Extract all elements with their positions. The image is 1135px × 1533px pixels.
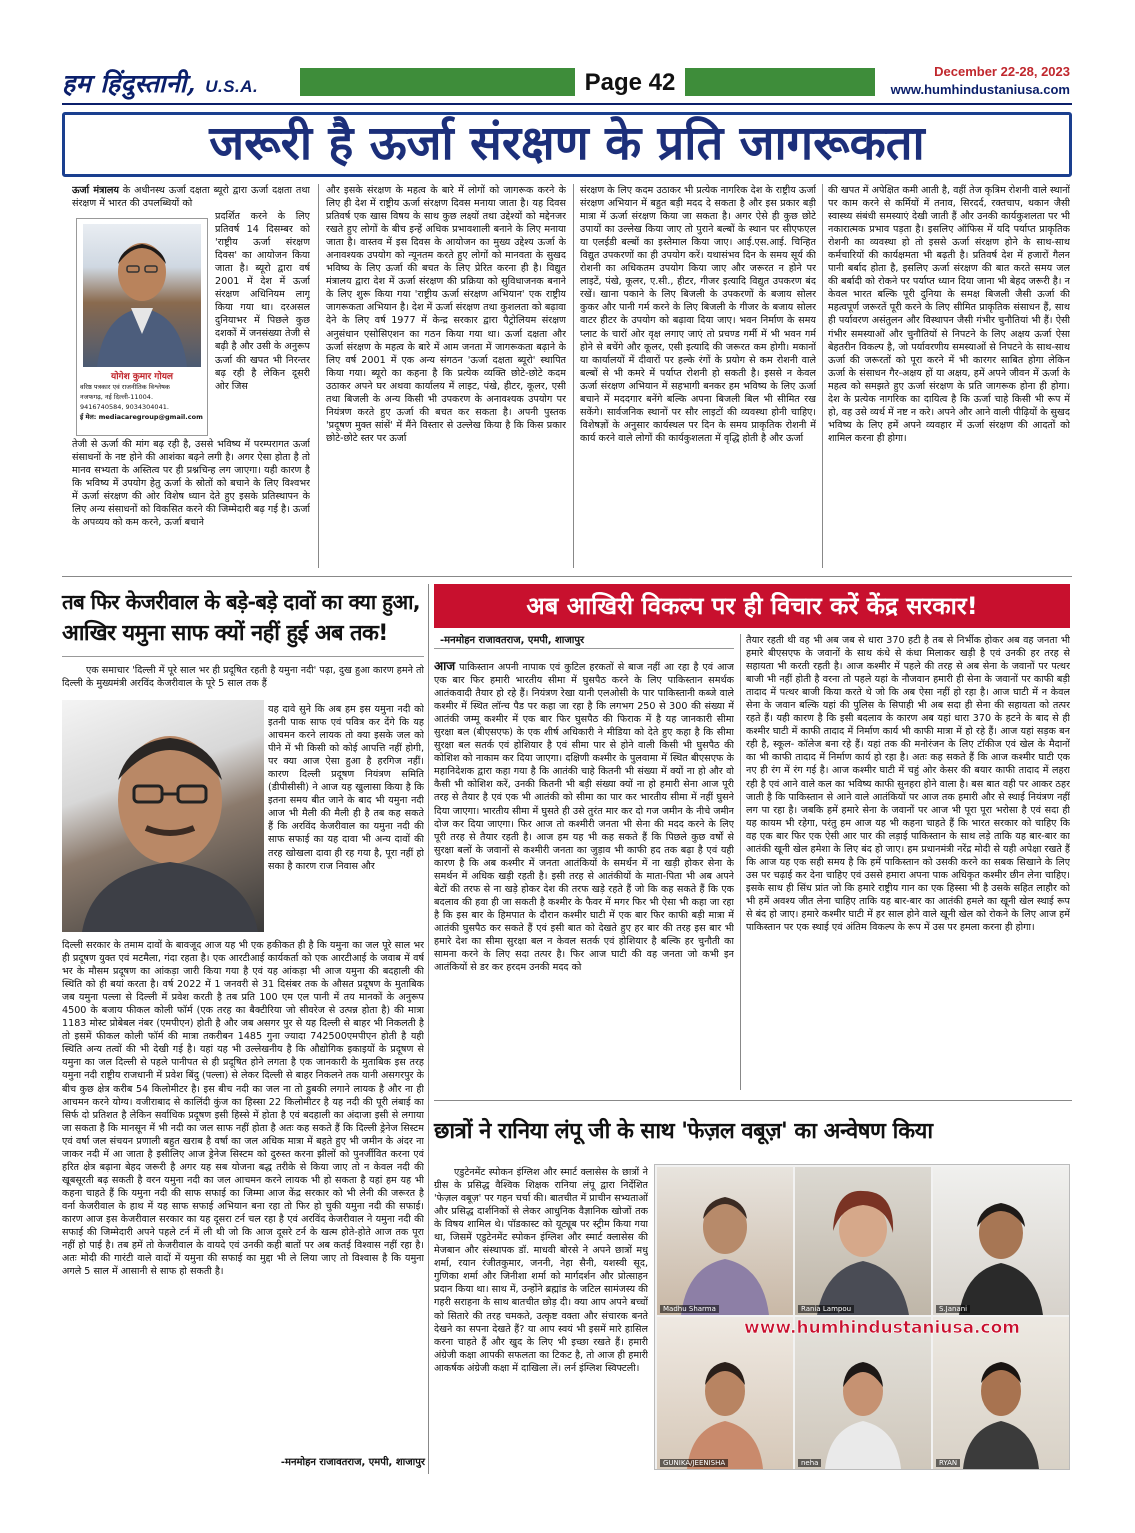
participant-label: Madhu Sharma	[660, 1305, 719, 1313]
author-email[interactable]: ई मेल: mediacaregroup@gmail.com	[80, 413, 203, 421]
author-address: नजफगढ़, नई दिल्ली-11004.	[80, 393, 154, 401]
column-divider	[573, 184, 574, 568]
section-rule	[434, 1100, 1072, 1101]
video-tile	[795, 1317, 931, 1469]
masthead	[62, 66, 258, 100]
masthead-title: हम हिंदुस्तानी,	[62, 69, 196, 98]
main-col2: और इसके संरक्षण के महत्व के बारे में लोगों को जागरूक करने के लिए ही देश में राष्ट्रीय ऊर्जा संरक्षण दिवस मनाया जाता है। यह दिवस प्रतिवर्ष एक खास विषय के साथ कुछ लक्ष्यों तथा उद्देश्यों को मद्देनजर रखते हुए लोगों के बीच इन्हें अधिक प्रभावशाली बनाने के लिए मनाया जाता है। वास्तव में इस दिवस के आयोजन का मुख्य उद्देश्य ऊर्जा के अनावश्यक उपयोग को न्यूनतम करते हुए लोगों को मानवता के सुखद भविष्य के लिए ऊर्जा की बचत के लिए प्रेरित करना ही है। विद्युत मंत्रालय द्वारा देश में ऊर्जा संरक्षण की प्रक्रिया को सुविधाजनक बनाने के लिए शुरू किया गया 'राष्ट्रीय ऊर्जा संरक्षण अभियान' एक राष्ट्रीय जागरूकता अभियान है। देश में ऊर्जा संरक्षण तथा कुशलता को बढ़ावा देने के लिए वर्ष 1977 में केन्द्र सरकार द्वारा पैट्रोलियम संरक्षण अनुसंधान एसोसिएशन का गठन किया गया था। ऊर्जा दक्षता और ऊर्जा संरक्षण के महत्व के बारे में आम जनता में जागरूकता बढ़ाने के लिए वर्ष 2001 में एक अन्य संगठन 'ऊर्जा दक्षता ब्यूरो' स्थापित किया गया। ब्यूरो का कहना है कि प्रत्येक व्यक्ति छोटे-छोटे कदम उठाकर अपने घर अथवा कार्यालय में लाइट, पंखे, हीटर, कूलर, एसी तथा बिजली के अन्य किसी भी उपकरण के अनावश्यक उपयोग पर नियंत्रण करते हुए ऊर्जा की बचत कर सकता है। अपनी पुस्तक 'प्रदूषण मुक्त सांसें' में मैंने विस्तार से उल्लेख किया है कि किस प्रकार छोटे-छोटे स्तर पर ऊर्जा	[326, 185, 566, 444]
kejriwal-headline-line2: आखिर यमुना साफ क्यों नहीं हुई अब तक!	[62, 621, 388, 646]
students-headline: छात्रों ने रानिया लंपू जी के साथ 'फेज़ल वबूज़' का अन्वेषण किया	[434, 1119, 933, 1144]
video-tile	[795, 1167, 931, 1315]
participant-silhouette-icon	[657, 1317, 793, 1469]
section-rule	[62, 576, 1072, 577]
kejriwal-headline	[62, 586, 422, 650]
participant-label: RYAN	[936, 1459, 960, 1467]
kejriwal-body: दिल्ली सरकार के तमाम दावों के बावजूद आज यह भी एक हकीकत ही है कि यमुना का जल पूरे साल भर ही प्रदूषण युक्त एवं मटमैला, गंदा रहता है। एक आरटीआई कार्यकर्ता को एक आरटीआई के जवाब में वर्ष भर के मौसम प्रदूषण का आंकड़ा जारी किया गया है एवं यह आंकड़ा भी आज यमुना की बदहाली की स्थिति को ही बयां करता है। वर्ष 2022 में 1 जनवरी से 31 दिसंबर तक के औसत प्रदूषण के मुताबिक जब यमुना पल्ला से दिल्ली में प्रवेश करती है तब प्रति 100 एम एल पानी में तय मानकों के अनुरूप 4500 के बजाय फीकल कोली फॉर्म (एक तरह का बैक्टीरिया जो सीवरेज से उत्पन्न होता है) की मात्रा 1183 मोस्ट प्रोबेबल नंबर (एमपीएन) होती है और जब असगर पुर से यह दिल्ली से बाहर भी निकलती है तो इसमें फीकल कोली फॉर्म की मात्रा तकरीबन 1485 गुना ज्यादा 742500एमपीएन होती है यही स्थिति अन्य तत्वों की भी देखी गई है। यहां यह भी उल्लेखनीय है कि औद्योगिक इकाइयों के प्रदूषण से यमुना का जल दिल्ली से पहले पानीपत से ही प्रदूषित होने लगता है एक जानकारी के मुताबिक इस तरह यमुना नदी राष्ट्रीय राजधानी में प्रवेश बिंदु (पल्ला) से लेकर दिल्ली से बाहर निकलने तक यानी असगरपुर के बीच कुछ क्षेत्र करीब 54 किलोमीटर है। इस बीच नदी का जल ना तो डुबकी लगाने लायक है और ना ही आचमन करने योग्य। वजीराबाद से कालिंदी कुंज का हिस्सा 22 किलोमीटर है यह नदी की पूरी लंबाई का सिर्फ दो प्रतिशत है लेकिन सर्वाधिक प्रदूषण इसी हिस्से में होता है एवं बदहाली का अंदाजा इसी से लगाया जा सकता है कि मानसून में भी नदी का जल साफ नहीं होता है अतः कह सकते हैं कि दिल्ली ड्रेनेज सिस्टम एवं वर्षा जल संचयन प्रणाली बहुत खराब है वर्षा का जल अधिक मात्रा में बहते हुए भी जमीन के अंदर ना जाकर नदी में आ जाता है इसीलिए आज ड्रेनेज सिस्टम को दुरुस्त करना झीलों को पुनर्जीवित करना एवं हरित क्षेत्र बढ़ाना बेहद जरूरी है अगर यह सब योजना बद्ध तरीके से किया जाए तो न केवल नदी की खूबसूरती बढ़ सकती है वरन यमुना नदी का जल आचमन करने लायक भी हो सकता है यहां हम यह भी कहना चाहते हैं कि यमुना नदी की साफ सफाई का जिम्मा आज केंद्र सरकार को भी लेनी की जरूरत है वर्ना केजरीवाल के हाथ में यह साफ सफाई अभियान बना रहा तो फिर हो चुकी यमुना नदी की सफाई। कारण आज इस केजरीवाल सरकार का यह दूसरा टर्न चल रहा है एवं अरविंद केजरीवाल ने यमुना नदी की सफाई की जिम्मेदारी अपने पहले टर्न में ली थी जो कि आज दूसरे टर्न के खत्म होते-होते आज तक पूरा नहीं हो पाई है। तब हमें तो केजरीवाल के वायदे एवं उनकी कही बातों पर अब कतई विश्वास नहीं रहा है। अतः मोदी की गारंटी वाले वादों में यमुना की सफाई का मुद्दा भी ले लिया जाए तो विश्वास है कि यमुना अगले 5 साल में आसानी से साफ हो सकती है।	[62, 940, 424, 1278]
page-number: Page 42	[575, 66, 685, 100]
kejriwal-rule	[62, 656, 424, 657]
participant-silhouette-icon	[933, 1317, 1069, 1469]
participant-silhouette-icon	[657, 1167, 793, 1315]
main-col4: की खपत में अपेक्षित कमी आती है, वहीं तेज कृत्रिम रोशनी वाले स्थानों पर काम करने से कर्मियों में तनाव, सिरदर्द, रक्तचाप, थकान जैसी स्वास्थ्य संबंधी समस्याएं देखी जाती हैं और उनकी कार्यकुशलता पर भी नकारात्मक प्रभाव पड़ता है। इसलिए ऑफिस में यदि पर्याप्त प्राकृतिक रोशनी का व्यवस्था हो तो इससे ऊर्जा संरक्षण होने के साथ-साथ कर्मचारियों की कार्यक्षमता भी बढ़ती है। प्रतिवर्ष देश में हजारों गैलन पानी बर्बाद होता है, इसलिए ऊर्जा संरक्षण की बात करते समय जल की बर्बादी को रोकने पर पर्याप्त ध्यान दिया जाना भी बेहद जरूरी है। न केवल भारत बल्कि पूरी दुनिया के समक्ष बिजली जैसी ऊर्जा की महत्वपूर्ण जरूरतें पूरी करने के लिए सीमित प्राकृतिक संसाधन हैं, साथ ही पर्यावरण असंतुलन और विस्थापन जैसी गंभीर चुनौतियां भी हैं। ऐसी गंभीर समस्याओं और चुनौतियों से निपटने के लिए अक्षय ऊर्जा ऐसा बेहतरीन विकल्प है, जो पर्यावरणीय समस्याओं से निपटने के साथ-साथ ऊर्जा की जरूरतों को पूरा करने में भी कारगर साबित होगा लेकिन ऊर्जा के संसाधन गैर-अक्षय हों या अक्षय, हमें अपने जीवन में ऊर्जा के महत्व को समझते हुए ऊर्जा संरक्षण के प्रति जागरूक होना ही होगा। देश के प्रत्येक नागरिक का दायित्व है कि ऊर्जा चाहे किसी भी रूप में हो, वह उसे व्यर्थ में नष्ट न करे। अपने और आने वाली पीढ़ियों के सुखद भविष्य के लिए हमें अपने व्यवहार में ऊर्जा संरक्षण की आदतों को शामिल करना ही होगा।	[828, 185, 1070, 444]
center-lead-word: आज	[434, 660, 456, 673]
video-tile	[933, 1317, 1069, 1469]
author-title: वरिष्ठ पत्रकार एवं राजनीतिक विश्लेषक	[80, 383, 170, 391]
main-col1-a: के अधीनस्थ ऊर्जा दक्षता ब्यूरो द्वारा ऊर्जा दक्षता तथा संरक्षण में भारत की उपलब्धियों को	[72, 185, 310, 210]
participant-label: neha	[798, 1459, 821, 1467]
column-divider	[740, 634, 741, 1090]
participant-silhouette-icon	[933, 1167, 1069, 1315]
center-byline: -मनमोहन राजावतराज, एमपी, शाजापुर	[440, 635, 585, 646]
kejriwal-intro: एक समाचार 'दिल्ली में पूरे साल भर ही प्रदूषित रहती है यमुना नदी' पढ़ा, दुख हुआ कारण हमने तो दिल्ली के मुख्यमंत्री अरविंद केजरीवाल के पूरे 5 साल तक हैं	[62, 665, 424, 690]
author-portrait-icon	[83, 224, 201, 367]
column-divider	[822, 184, 823, 568]
center-col1-text: पाकिस्तान अपनी नापाक एवं कुटिल हरकतों से बाज नहीं आ रहा है एवं आज एक बार फिर हमारी भारतीय सीमा में घुसपैठ करने के लिए पाकिस्तान समर्थक आतंकवादी तैयार हो रहे हैं। नियंत्रण रेखा यानी एलओसी के पार पाकिस्तानी कब्जे वाले कश्मीर में स्थित लॉन्च पैड पर कहा जा रहा है कि लगभग 250 से 300 की संख्या में आतंकी जम्मू कश्मीर में एक बार फिर घुसपैठ की फिराक में है यह जानकारी सीमा सुरक्षा बल (बीएसएफ) के एक शीर्ष अधिकारी ने मीडिया को देते हुए कहा है कि सीमा सुरक्षा बल सतर्क एवं होशियार है एवं सीमा पार से होने वाली किसी भी घुसपैठ की कोशिश को नाकाम कर दिया जाएगा। दक्षिणी कश्मीर के पुलवामा में स्थित बीएसएफ के महानिदेशक द्वारा कहा गया है कि आतंकी चाहे कितनी भी संख्या में क्यों ना हो और वो कैसी भी कोशिश करें, उनकी कितनी भी बड़ी संख्या क्यों ना हो हमारी सेना आज पूरी तरह से तैयार है एवं एक भी आतंकी को सीमा का पार कर भारतीय सीमा में नहीं घुसने दिया जाएगा। भारतीय सीमा में घुसते ही उसे तुरंत मार कर दो गज जमीन के नीचे जमीन दोज कर दिया जाएगा। फिर आज तो कश्मीरी जनता भी सेना की मदद करने के लिए पूरी तरह से तैयार रहती है। आज हम यह भी कह सकते हैं कि पिछले कुछ वर्षों से सुरक्षा बलों के जवानों से कश्मीरी जनता का जुड़ाव भी काफी हद तक बढ़ा है एवं यही कारण है कि अब कश्मीर में जनता आतंकियों के समर्थन में ना खड़ी होकर सेना के समर्थन में अधिक खड़ी रहती है। इसी तरह से आतंकीयों के माता-पिता भी अब अपने बेटों की तरफ से ना खड़े होकर देश की तरफ खड़े रहते हैं जो कि कह सकते हैं कि एक बदलाव की हवा ही जा सकती है कश्मीर के फैवर में मगर फिर भी ऐसा भी कहा जा रहा है कि इस बार के हिमपात के दौरान कश्मीर घाटी में एक बार फिर काफी बड़ी मात्रा में आतंकी घुसपैठ कर सकते हैं एवं इसी बात को देखते हुए हर बार की तरह इस बार भी हमारे देश का सीमा सुरक्षा बल न केवल सतर्क एवं होशियार है बल्कि हर चुनौती का सामना करने के लिए सदा तत्पर है। फिर आज घाटी की वह जनता जो कभी इन आतंकियों से डर कर हरदम उनकी मदद को	[434, 662, 734, 974]
kejriwal-headline-line1: तब फिर केजरीवाल के बड़े-बड़े दावों का क्या हुआ,	[62, 590, 420, 614]
kejriwal-byline: -मनमोहन राजावतराज, एमपी, शाजापुर	[280, 1457, 425, 1468]
participant-label: Rania Lampou	[798, 1305, 854, 1313]
participant-label: S.Janani	[936, 1305, 970, 1313]
author-name: योगेश कुमार गोयल	[110, 372, 174, 382]
students-body: एडुटेनमेंट स्पोकन इंग्लिश और स्मार्ट क्लासेस के छात्रों ने ग्रीस के प्रसिद्ध वैश्विक शिक्षक रानिया लंपू द्वारा निर्देशित 'फेज़ल वबूज़' पर गहन चर्चा की। बातचीत में प्राचीन सभ्यताओं और प्रसिद्ध दार्शनिकों से लेकर आधुनिक वैज्ञानिक खोजों तक के विषय शामिल थे। पॉडकास्ट को यूट्यूब पर स्ट्रीम किया गया था, जिसमें एडुटेनमेंट स्पोकन इंग्लिश और स्मार्ट क्लासेस की मेजबान और संस्थापक डॉ. माधवी बोरसे ने अपने छात्रों मधु शर्मा, रयान रंजीतकुमार, जननी, नेहा सैनी, यशस्वी सूद, गुणिका शर्मा और जिनीशा शर्मा को मार्गदर्शन और प्रोत्साहन प्रदान किया था। साथ में, उन्होंने ब्रह्मांड के जटिल सामंजस्य की गहरी सराहना के साथ बातचीत छोड़ दी। क्या आप अपने बच्चों को सितारे की तरह चमकते, उत्कृष्ट वक्ता और संचारक बनते देखने का सपना देखते हैं? या आप स्वयं भी इसमें मारे हासिल करना चाहते हैं और खुद के लिए भी इच्छा रखते हैं। हमारी अंग्रेजी कक्षा आपकी सफलता का टिकट है, तो आज ही हमारी आकर्षक अंग्रेजी कक्षा में दाखिला लें। लर्न इंग्लिश स्विफ्टली।	[434, 1167, 648, 1374]
masthead-suffix: U.S.A.	[205, 77, 259, 96]
column-divider	[318, 184, 319, 568]
main-col1-side: प्रदर्शित करने के लिए प्रतिवर्ष 14 दिसम्बर को 'राष्ट्रीय ऊर्जा संरक्षण दिवस' का आयोजन किया जाता है। ब्यूरो द्वारा वर्ष 2001 में देश में ऊर्जा संरक्षण अधिनियम लागू किया गया था। दरअसल दुनियाभर में पिछले कुछ दशकों में जनसंख्या तेजी से बढ़ी है और उसी के अनुरूप ऊर्जा की खपत भी निरन्तर बढ़ रही है लेकिन दूसरी ओर जिस	[215, 211, 310, 392]
website-watermark: www.humhindustaniusa.com	[744, 1318, 1020, 1338]
video-call-grid	[654, 1164, 1070, 1470]
video-tile	[933, 1167, 1069, 1315]
participant-silhouette-icon	[795, 1317, 931, 1469]
main-lead-word: ऊर्जा मंत्रालय	[72, 185, 119, 196]
kejriwal-photo	[62, 700, 264, 932]
website-link[interactable]: www.humhindustaniusa.com	[890, 82, 1070, 97]
center-col2: तैयार रहती थी वह भी अब जब से धारा 370 हटी है तब से निर्भीक होकर अब वह जनता भी हमारे बीएसएफ के जवानों के साथ कंधे से कंधा मिलाकर खड़ी है एवं उनकी हर तरह से सहायता भी करती रहती है। आज कश्मीर में पहले की तरह से अब सेना के जवानों पर पत्थर बाजी भी नहीं होती है वरना तो पहले यहां के नौजवान हमारी ही सेना के जवानों पर काफी बड़ी तादाद में पत्थर बाजी किया करते थे जो कि अब ऐसा नहीं हो रहा है। आज घाटी में न केवल सेना के जवान बल्कि यहां की पुलिस के सिपाही भी अब सदा ही सेना की सहायता को तत्पर रहते हैं। यही कारण है कि इसी बदलाव के कारण अब यहां धारा 370 के हटने के बाद से ही कश्मीर घाटी में काफी तादाद में निर्माण कार्य भी काफी मात्रा में हो रहे हैं। आज यहां सड़क बन रही है, स्कूल- कॉलेज बना रहे हैं। यहां तक की मनोरंजन के लिए टॉकीज एवं खेल के मैदानों का भी काफी तादाद में निर्माण कार्य हो रहा है। अतः कह सकते हैं कि आज कश्मीर घाटी एक नए ही रंग में रंग गई है। आज कश्मीर घाटी में चहुं ओर केसर की बयार काफी तादाद में लहरा रही है एवं आने वाले कल का भविष्य काफी सुनहरा होने वाला है। बस बात वही पर आकर ठहर जाती है कि पाकिस्तान से आने वाले आतंकियों पर आज तक हमारी और से स्थाई नियंत्रण नहीं लग पा रहा है। जबकि हमें हमारे सेना के जवानों पर आज भी पूरा पूरा भरोसा है एवं सदा ही यह कायम भी रहेगा, परंतु हम आज यह भी कहना चाहते हैं कि भारत सरकार को चाहिए कि वह एक बार फिर एक ऐसी आर पार की लड़ाई पाकिस्तान के साथ लड़े ताकि यह बार-बार का आतंकी खूनी खेल हमेशा के लिए बंद हो जाए। हम प्रधानमंत्री नरेंद्र मोदी से यही अपेक्षा रखते हैं कि आज यह एक सही समय है कि हमें पाकिस्तान को उसकी करने का सबक सिखाने के लिए उस पर चढ़ाई कर देना चाहिए एवं उससे हमारा अपना पाक अधिकृत कश्मीर छीन लेना चाहिए। इसके साथ ही सिंध प्रांत जो कि हमारे राष्ट्रीय गान का एक हिस्सा भी है उसके सहित लाहौर को भी हमें अवश्य जीत लेना चाहिए ताकि यह बार-बार का आतंकी हमले का खूनी खेल स्थाई रूप से बंद हो जाए। हमारे कश्मीर घाटी में हर साल होने वाले खूनी खेल को रोकने के लिए आज हमें पाकिस्तान पर एक स्थाई एवं अंतिम विकल्प के रूप में उस पर हमला करना ही होगा।	[746, 635, 1070, 934]
video-tile	[657, 1317, 793, 1469]
author-details	[80, 382, 208, 422]
kejriwal-portrait-icon	[62, 700, 264, 932]
video-tile	[657, 1167, 793, 1315]
main-col1-bottom: तेजी से ऊर्जा की मांग बढ़ रही है, उससे भविष्य में परम्परागत ऊर्जा संसाधनों के नष्ट होने की आशंका बढ़ने लगी है। अगर ऐसा होता है तो मानव सभ्यता के अस्तित्व पर ही प्रश्नचिन्ह लग जाएगा। यही कारण है कि भविष्य में उपयोग हेतु ऊर्जा के स्रोतों को बचाने के लिए विश्वभर में ऊर्जा संरक्षण की ओर विशेष ध्यान देते हुए इसके प्रतिस्थापन के लिए अन्य संसाधनों को विकसित करने की जिम्मेदारी बढ़ गई है। ऊर्जा के अपव्यय को कम करने, ऊर्जा बचाने	[72, 439, 310, 529]
participant-label: GUNIKA/JEENISHA	[660, 1459, 728, 1467]
main-headline: जरूरी है ऊर्जा संरक्षण के प्रति जागरूकता	[62, 112, 1072, 177]
issue-date: December 22-28, 2023	[934, 64, 1070, 79]
header-rule	[62, 103, 1072, 105]
author-photo	[83, 224, 201, 367]
center-rule	[434, 648, 734, 649]
center-headline: अब आखिरी विकल्प पर ही विचार करें केंद्र सरकार!	[434, 584, 1070, 628]
kejriwal-beside-photo: यह दावे सुने कि अब हम इस यमुना नदी को इतनी पाक साफ एवं पवित्र कर देंगे कि यह आचमन करने लायक तो क्या इसके जल को पीने में भी किसी को कोई आपत्ति नहीं होगी, पर क्या आज ऐसा हुआ है हरगिज नहीं। कारण दिल्ली प्रदूषण नियंत्रण समिति (डीपीसीसी) ने आज यह खुलासा किया है कि इतना समय बीत जाने के बाद भी यमुना नदी आज भी मैली की मैली ही है तब कह सकते हैं कि अरविंद केजरीवाल का यमुना नदी की साफ सफाई का यह दावा भी अन्य दावों की तरह खोखला दावा ही रह गया है, पूरा नहीं हो सका है कारण राज निवास और	[268, 704, 424, 872]
author-phone: 9416740584, 9034304041.	[80, 403, 169, 411]
center-col1	[434, 660, 734, 1090]
column-divider	[428, 584, 429, 1474]
participant-silhouette-icon	[795, 1167, 931, 1315]
main-col3: संरक्षण के लिए कदम उठाकर भी प्रत्येक नागरिक देश के राष्ट्रीय ऊर्जा संरक्षण अभियान में बहुत बड़ी मदद दे सकता है और इस प्रकार बड़ी मात्रा में ऊर्जा संरक्षण किया जा सकता है। अगर ऐसे ही कुछ छोटे उपायों का उल्लेख किया जाए तो पुराने बल्बों के स्थान पर सीएफएल या एलईडी बल्बों का इस्तेमाल किया जाए। आई.एस.आई. चिन्हित विद्युत उपकरणों का ही उपयोग करें। यथासंभव दिन के समय सूर्य की रोशनी का अधिकतम उपयोग किया जाए और जरूरत न होने पर लाइटें, पंखे, कूलर, ए.सी., हीटर, गीजर इत्यादि विद्युत उपकरण बंद रखें। खाना पकाने के लिए बिजली के उपकरणों के बजाय सोलर कुकर और पानी गर्म करने के लिए बिजली के गीजर के बजाय सोलर वाटर हीटर के उपयोग को बढ़ावा दिया जाए। भवन निर्माण के समय प्लाट के चारों ओर वृक्ष लगाए जाएं तो प्रचण्ड गर्मी में भी भवन गर्म होने से बचेंगे और कूलर, एसी इत्यादि की जरूरत कम होगी। मकानों या कार्यालयों में दीवारों पर हल्के रंगों के प्रयोग से कम रोशनी वाले बल्बों से भी कमरे में पर्याप्त रोशनी हो सकती है। इससे न केवल ऊर्जा संरक्षण अभियान में सहभागी बनकर हम भविष्य के लिए ऊर्जा बचाने में मददगार बनेंगे बल्कि अपना बिजली बिल भी सीमित रख सकेंगे। सार्वजनिक स्थानों पर सौर लाइटों की व्यवस्था होनी चाहिए। विशेषज्ञों के अनुसार कार्यस्थल पर दिन के समय प्राकृतिक रोशनी में कार्य करने वाले लोगों की कार्यकुशलता में वृद्धि होती है और ऊर्जा	[580, 185, 816, 444]
